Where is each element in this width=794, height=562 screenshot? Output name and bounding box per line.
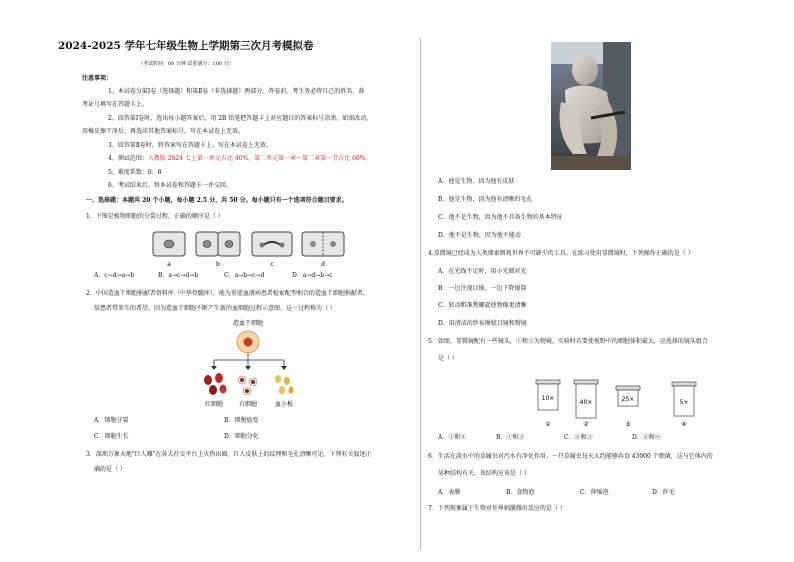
q2-option-c[interactable]: C．细胞生长: [94, 433, 129, 440]
q3-option-c[interactable]: C．他不是生物，因为他不具备生物的基本特征: [438, 214, 563, 221]
q2-option-b[interactable]: B．细胞癌变: [224, 417, 259, 424]
note-4-scope: 人教版 2024 七上第一单元占比 40%，第二单元第一章～第二章第一节占比 60%。: [147, 155, 372, 162]
note-3: 3、回答第Ⅱ卷时，将答案写在答题卡上。写在本试卷上无效。: [108, 142, 272, 149]
q3-option-d[interactable]: D．他不是生物，因为他不能动: [438, 232, 521, 239]
q3-option-a[interactable]: A．他是生物，因为他有皮肤: [438, 178, 515, 185]
q2-option-d[interactable]: D．细胞分化: [224, 433, 259, 440]
q1-option-b[interactable]: B．a→c→d→b: [158, 272, 199, 279]
q5-stem-line1: 5．如图，显微镜配有一些镜头，①和③为物镜，实验时若要使视野中的细胞体积最大，应选择的镜头组合: [428, 338, 708, 345]
note-6: 6、考试结束后，将本试卷和答题卡一并交回。: [108, 182, 232, 189]
q4-option-a[interactable]: A．在光线不足时，用小光圈对光: [438, 268, 527, 275]
lens-3-mag: 25×: [621, 396, 635, 403]
right-column: [420, 0, 794, 562]
q5-option-a[interactable]: A．①和④: [438, 434, 467, 441]
cell-label-b: b: [216, 261, 220, 268]
note-2a: 2、回答第Ⅰ卷时，选出每小题答案后，用 2B 铅笔把答题卡上对应题目的答案标号涂黑。如需改动，: [108, 115, 373, 122]
q7-stem: 7．下列现象属于生物对外界刺激做出反应的是（ ）: [428, 505, 566, 512]
blood-cell-diagram: [186, 318, 316, 410]
red-blood-cells-icon: [204, 373, 227, 395]
q1-option-c[interactable]: C．a→b→c→d: [224, 272, 265, 279]
q1-option-a[interactable]: A．c→d→a→b: [94, 272, 135, 279]
q4-option-d[interactable]: D．用清洁的纱布擦拭目镜和物镜: [438, 320, 527, 327]
q4-stem: 4.显微镜已经成为人类探索微观世界不可缺少的工具。在练习使用显微镜时，下列操作正确的是（ ）: [428, 250, 694, 257]
q4-option-b[interactable]: B．一边注视目镜，一边下降镜筒: [438, 285, 527, 292]
q6-option-a[interactable]: A．表膜: [438, 489, 461, 496]
lens-4-mag: 5×: [679, 399, 689, 406]
exam-subtitle: （考试时间：60 分钟 试卷满分：100 分）: [138, 61, 234, 67]
cell-a: [153, 232, 185, 256]
stem-cell-nucleus-icon: [244, 338, 253, 347]
q6-option-b[interactable]: B．食物泡: [506, 489, 535, 496]
note-4: 4、测试范围：人教版 2024 七上第一单元占比 40%，第二单元第一章～第二章第一节占比 60%。: [108, 155, 372, 162]
cell-label-a: a: [167, 261, 171, 268]
lens-1-number: ①: [545, 421, 551, 428]
q3-option-b[interactable]: B．他是生物，因为他有清晰的毛孔: [438, 196, 533, 203]
q3-stem-line1: 3．深圳万象天地"巨人雕"在各大社交平台上火热出圈。巨人皮肤上的纹理和毛孔清晰可见。下列有关叙述正: [86, 451, 372, 458]
lens-4-number: ④: [681, 421, 687, 428]
q2-stem-line2: 给患者带来生的希望。因为造血干细胞不断产生新的血细胞过程示意图，这一过程称为（ ）: [94, 305, 336, 312]
platelets-icon: [275, 375, 294, 394]
cell-label-c: c: [270, 261, 274, 268]
white-blood-cells-icon: [238, 376, 257, 395]
stem-cell-label: 造血干细胞: [232, 320, 264, 327]
q1-option-d[interactable]: D．a→d→b→c: [292, 272, 333, 279]
platelet-label: 血小板: [274, 401, 294, 408]
q2-option-a[interactable]: A．细胞分裂: [94, 417, 129, 424]
note-1b: 考证号填写在答题卡上。: [82, 101, 149, 108]
q6-option-c[interactable]: C．伸缩泡: [580, 489, 609, 496]
red-blood-cell-label: 红细胞: [204, 401, 224, 408]
q2-stem-line1: 2．中国造血干细胞捐献者资料库（中华骨髓库），能为重症血液病患者检索配型相合的造血干细胞捐献者，: [86, 290, 369, 297]
giant-sculpture-photo: [551, 42, 631, 170]
cell-division-figure: [150, 228, 350, 268]
exam-title: 2024-2025 学年七年级生物上学期第三次月考模拟卷: [58, 40, 314, 52]
note-5: 5、难度系数：0．8: [108, 169, 162, 176]
q1-stem: 1．下图是植物细胞的分裂过程，正确的顺序是（ ）: [86, 213, 224, 220]
q4-option-c[interactable]: C．转动粗准焦螺旋使物像更清晰: [438, 302, 527, 309]
lens-1-mag: 10×: [541, 395, 555, 402]
cell-c: [252, 232, 292, 256]
q6-option-d[interactable]: D．纤毛: [652, 489, 675, 496]
q5-option-b[interactable]: B．①和③: [496, 434, 525, 441]
q5-option-d[interactable]: D．②和④: [632, 434, 661, 441]
notes-heading: 注意事项：: [82, 75, 113, 82]
q6-stem-line1: 6．生活在淡水中的草履虫对污水有净化作用。一只草履虫每天大约能够吞食 43000 个细菌，这与它体内的: [428, 453, 713, 460]
q5-stem-line2: 是（ ）: [438, 355, 458, 362]
q5-option-c[interactable]: C．②和③: [564, 434, 593, 441]
cell-label-d: d: [321, 261, 325, 268]
q3-stem-line2: 确的是（ ）: [94, 466, 126, 473]
lens-figure: [532, 378, 708, 428]
lens-2-mag: 40×: [579, 399, 593, 406]
q6-stem-line2: 某种结构有关，该结构应该是（ ）: [438, 470, 530, 477]
note-1a: 1、本试卷分第Ⅰ卷（选择题）和第Ⅱ卷（非选择题）两部分。答卷前，考生务必将自己的姓名、准: [108, 88, 365, 95]
note-2b: 用橡皮擦干净后，再选涂其他答案标号。写在本试卷上无效。: [82, 128, 245, 135]
lens-2-number: ②: [583, 421, 589, 428]
section-heading: 一、选择题：本题共 20 个小题，每小题 2.5 分，共 50 分。每小题只有一个选项符合题目要求。: [86, 197, 348, 204]
cell-d: [302, 232, 344, 256]
white-blood-cell-label: 白细胞: [238, 401, 258, 408]
lens-3-number: ③: [625, 421, 631, 428]
cell-b: [196, 232, 240, 256]
